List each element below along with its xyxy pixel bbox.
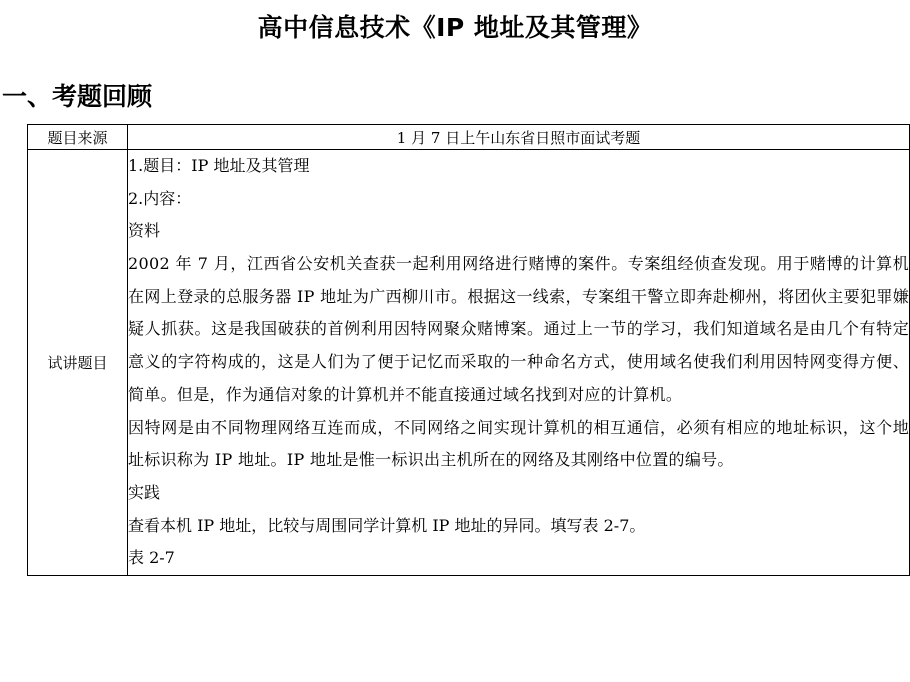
source-label-cell: 题目来源 [28,125,128,150]
table-row-source [28,125,910,150]
material-heading: 资料 [128,221,161,241]
practice-text: 查看本机 IP 地址，比较与周围同学计算机 IP 地址的异同。填写表 2-7。 [128,515,646,535]
source-value-cell: 1 月 7 日上午山东省日照市面试考题 [128,125,910,150]
topic-line: 1.题目：IP 地址及其管理 [128,156,310,175]
material-paragraph-2: 因特网是由不同物理网络互连而成，不同网络之间实现计算机的相互通信，必须有相应的地址标识，这个地址标识称为 IP 地址。IP 地址是惟一标识出主机所在的网络及其刚络中位置的编号。 [128,417,909,470]
section-heading: 一、考题回顾 [2,82,153,111]
table-reference: 表 2-7 [128,548,175,568]
topic-label-cell: 试讲题目 [28,150,128,576]
practice-heading: 实践 [128,482,161,502]
content-heading: 2.内容： [128,188,192,208]
document-title: 高中信息技术《IP 地址及其管理》 [257,13,653,42]
material-paragraph-1: 2002 年 7 月，江西省公安机关查获一起利用网络进行赌博的案件。专案组经侦查发现。用于赌博的计算机在网上登录的总服务器 IP 地址为广西柳川市。根据这一线索，专案组干警立即奔赴柳州，将团伙主要犯罪嫌疑人抓获。这是我国破获的首例利用因特网聚众赌博案。通过上一节的学习，我们知道域名是由几个有特定意义的字符构成的，这是人们为了便于记忆而采取的一种命名方式，使用域名使我们利用因特网变得方便、简单。但是，作为通信对象的计算机并不能直接通过域名找到对应的计算机。 [128,254,909,404]
table-row-topic [28,150,910,576]
exam-table [27,124,910,576]
topic-content-cell [128,150,910,576]
